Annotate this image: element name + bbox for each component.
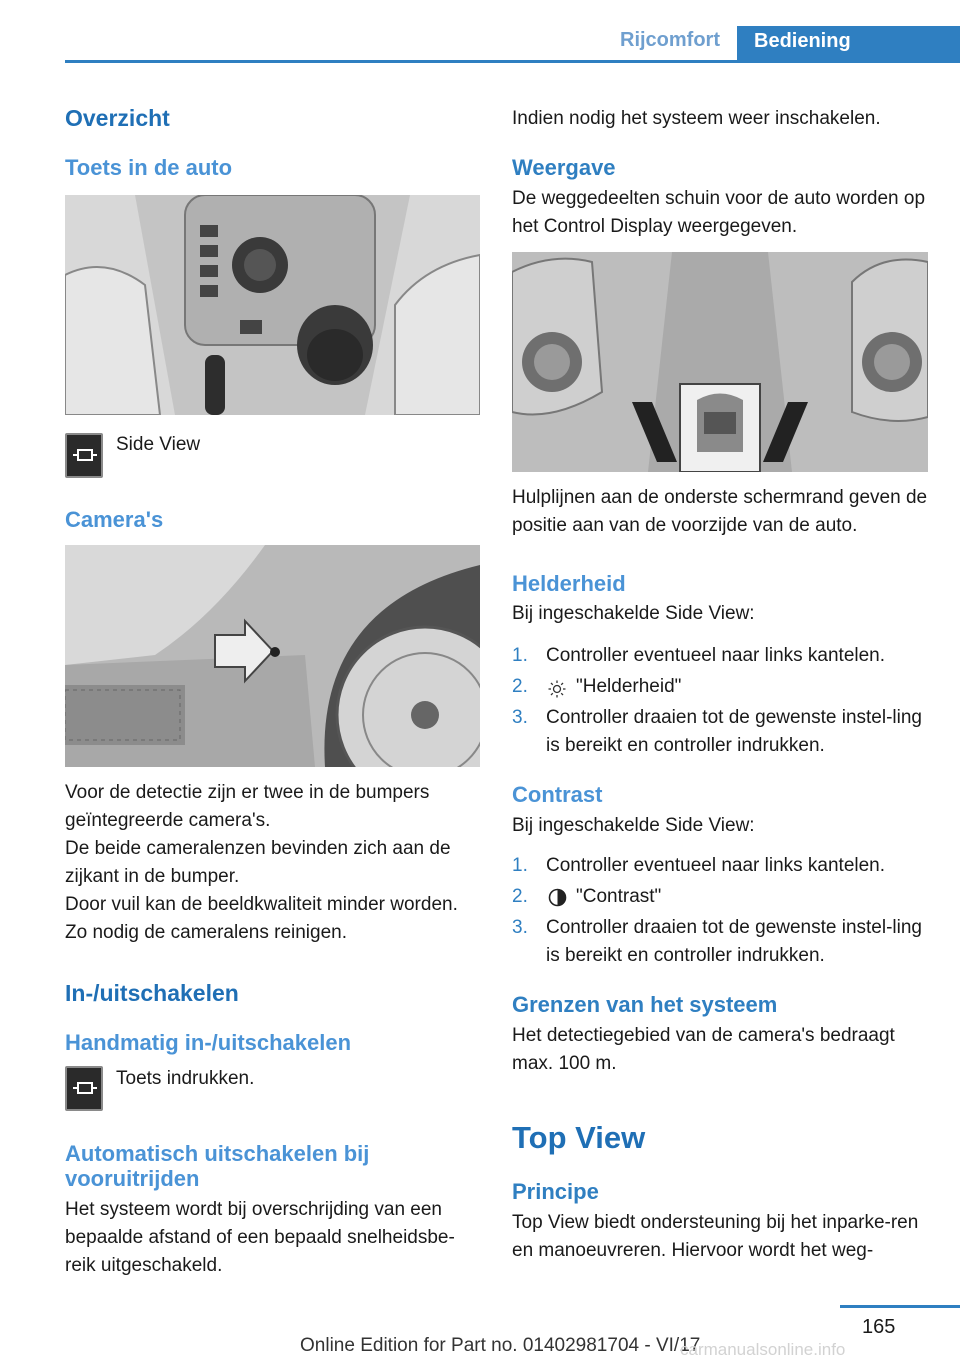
bumper-camera-photo	[65, 545, 480, 767]
camera-paragraph-1: Voor de detectie zijn er twee in de bumpers geïntegreerde camera's.	[65, 782, 430, 831]
heading-toets-in-de-auto: Toets in de auto	[65, 155, 233, 180]
sun-icon	[548, 679, 566, 707]
heading-automatisch: Automatisch uitschakelen bij vooruitrijden	[65, 1141, 370, 1191]
indien-paragraph: Indien nodig het systeem weer inschakelen.	[512, 108, 881, 129]
console-button-photo	[65, 195, 480, 415]
heading-helderheid: Helderheid	[512, 571, 626, 596]
section-tab-rijcomfort[interactable]: Rijcomfort	[620, 29, 720, 51]
side-view-display-photo	[512, 252, 928, 472]
edition-footer: Online Edition for Part no. 01402981704 - VI/17	[300, 1335, 701, 1356]
toets-indrukken-label: Toets indrukken.	[116, 1068, 255, 1089]
principe-paragraph: Top View biedt ondersteuning bij het inparke-ren en manoeuvreren. Hiervoor wordt het weg-	[512, 1212, 919, 1261]
hulplijnen-paragraph: Hulplijnen aan de onderste schermrand geven de positie aan van de voorzijde van de auto.	[512, 487, 928, 536]
section-tab-bediening[interactable]: Bediening	[737, 26, 960, 61]
heading-top-view: Top View	[512, 1120, 646, 1155]
heading-cameras: Camera's	[65, 507, 164, 532]
side-view-label: Side View	[116, 434, 201, 455]
contrast-intro: Bij ingeschakelde Side View:	[512, 815, 755, 836]
watermark: carmanualsonline.info	[680, 1340, 846, 1359]
heading-grenzen: Grenzen van het systeem	[512, 992, 778, 1017]
contrast-icon	[548, 888, 567, 916]
side-view-button-icon	[65, 433, 103, 478]
camera-paragraph-2: De beide cameralenzen bevinden zich aan de zijkant in de bumper.	[65, 838, 451, 887]
heading-principe: Principe	[512, 1179, 599, 1204]
grenzen-paragraph: Het detectiegebied van de camera's bedraagt max. 100 m.	[512, 1025, 895, 1074]
heading-contrast: Contrast	[512, 782, 603, 807]
heading-overzicht: Overzicht	[65, 105, 170, 131]
heading-weergave: Weergave	[512, 155, 616, 180]
heading-in-uitschakelen: In-/uitschakelen	[65, 980, 239, 1006]
helderheid-intro: Bij ingeschakelde Side View:	[512, 603, 755, 624]
heading-handmatig: Handmatig in-/uitschakelen	[65, 1030, 352, 1055]
side-view-button-icon-2	[65, 1066, 103, 1111]
page-number: 165	[862, 1316, 896, 1338]
page-header	[0, 0, 960, 64]
header-rule	[65, 60, 960, 63]
footer-rule	[840, 1305, 960, 1308]
automatisch-paragraph: Het systeem wordt bij overschrijding van een bepaalde afstand of een bepaald snelheidsbe-reik uitgeschakeld.	[65, 1199, 455, 1276]
weergave-paragraph: De weggedeelten schuin voor de auto worden op het Control Display weergegeven.	[512, 188, 926, 237]
camera-paragraph-3: Door vuil kan de beeldkwaliteit minder worden. Zo nodig de cameralens reinigen.	[65, 894, 458, 943]
